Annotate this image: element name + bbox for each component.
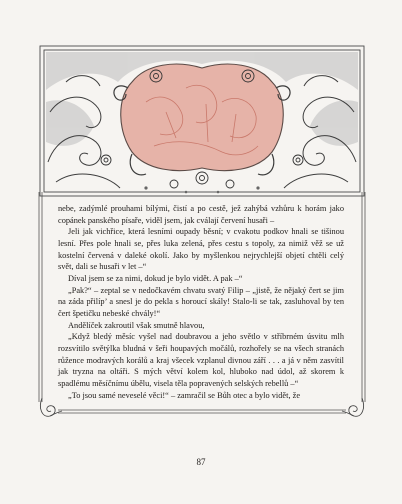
paragraph: Díval jsem se za nimi, dokud je bylo vidět. A pak –“: [68, 273, 243, 283]
page-number: 87: [196, 457, 206, 467]
baroque-header-vignette: [36, 42, 368, 200]
paragraph: „To jsou samé neveselé věci!“ – zamračil se Bůh otec a bylo vidět, že: [68, 390, 301, 400]
paragraph: Jeli jak vichřice, která lesními oupady běsní; v cvakotu podkov hnali se tišinou lesní. Přes pole hnali se, přes luka zelená, přes cestu s topoly, za nimiž věž se už kostelní červená v daleké okolí. Jako by myšlenkou nejrychlejší objetí chtěli celý svět, dali se husaři v let –“: [58, 227, 344, 272]
paragraph: nebe, zadýmlé prouhami bílými, čistí a po cestě, jež zahýbá vzhůru k horám jako copánek panského písaře, viděl jsem, jak cválají červení husaři –: [58, 204, 344, 225]
body-text: [58, 203, 344, 401]
paragraph: „Pak?“ – zeptal se v nedočkavém chvatu svatý Filip – „jistě, že nějaký čert se jim na záda přilíp’ a snesl je do pekla s horoucí skály! Stalo-li se tak, zasluhoval by ten čert špetičku nebeské chvály!“: [58, 285, 344, 318]
corner-scroll-right-icon: [342, 398, 364, 416]
paragraph: „Když bledý měsíc vyšel nad doubravou a jeho světlo v stříbrném úsvitu mlh rozsvítilo světýlka bludná v šeři houpavých močálů, rozhořely se na všech stranách růžence modravých korálů a kraj všecek vzplanul divnou září . . . a já v něm zasvítil jak tryzna na oltáři. S mých větví kolem kol, hluboko nad údol, až skorem k spadlému měsíčnímu úbělu, visela těla popravených selských rebellů –“: [58, 332, 344, 388]
paragraph: Andělíček zakroutil však smutně hlavou,: [68, 320, 205, 330]
